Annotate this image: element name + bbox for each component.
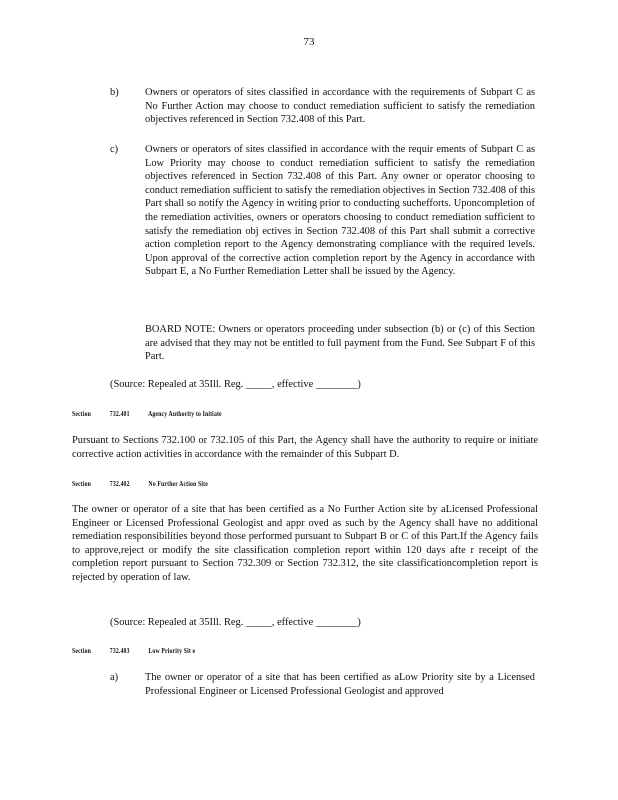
list-item-a <box>110 671 535 698</box>
section-title: Low Priority Sit e <box>148 646 196 655</box>
item-marker-c: c) <box>110 144 119 155</box>
item-text-b: Owners or operators of sites classified in accordance with the requirements of Subpart C as No Further Action may choose to conduct remediation sufficient to satisfy the remediation objectives referenced in Section 732.408 of this Part. <box>145 87 535 126</box>
item-text-a: The owner or operator of a site that has been certified as aLow Priority site by a Licensed Professional Engineer or Licensed Professional Geologist and approved <box>145 672 535 697</box>
list-item-c <box>110 143 535 279</box>
section-text-402: The owner or operator of a site that has been certified as a No Further Action site by aLicensed Professional Engineer or Licensed Professional Geologist and appr oved as such by the Agency shall have no additional remediation responsibilities beyond those performed pursuant to Subpart B or C of this Part.If the Agency fails to approve,reject or modify the site classification completion report within 120 days afte r receipt of the completion report pursuant to Section 732.309 or Section 732.312, the site classificationcompletion report is rejected by operation of law. <box>72 504 538 583</box>
source-note-2: (Source: Repealed at 35Ill. Reg. _____, effective ________) <box>110 617 361 628</box>
section-heading-402 <box>72 479 225 488</box>
section-number: 732.402 <box>109 479 130 488</box>
section-heading-403 <box>72 646 212 655</box>
section-heading-401 <box>72 409 239 418</box>
section-number: 732.403 <box>109 646 130 655</box>
section-word: Section <box>72 479 92 488</box>
section-number: 732.401 <box>109 409 130 418</box>
section-text-401: Pursuant to Sections 732.100 or 732.105 of this Part, the Agency shall have the authority to require or initiate corrective action activities in accordance with the remainder of this Subpart D. <box>72 435 538 460</box>
item-marker-b: b) <box>110 87 119 98</box>
section-word: Section <box>72 409 92 418</box>
page-number: 73 <box>303 36 315 48</box>
section-title: No Further Action Site <box>148 479 208 488</box>
list-item-b <box>110 86 535 127</box>
item-marker-a: a) <box>110 672 119 683</box>
section-title: Agency Authority to Initiate <box>148 409 222 418</box>
board-note: BOARD NOTE: Owners or operators proceeding under subsection (b) or (c) of this Section are advised that they may not be entitled to full payment from the Fund. See Subpart F of this Part. <box>145 324 535 363</box>
source-note-1: (Source: Repealed at 35Ill. Reg. _____, effective ________) <box>110 379 361 390</box>
item-text-c: Owners or operators of sites classified in accordance with the requir ements of Subpart C as Low Priority may choose to conduct remediation sufficient to satisfy the remediation objectives referenced in Section 732.408 of this Part. Any owner or operator choosing to conduct remediation sufficient to satisfy the remediation objectives in Section 732.408 of this Part shall so notify the Agency in writing prior to conducting suchefforts. Uponcompletion of the remediation activities, owners or operators choosing to conduct remediation sufficient to satisfy the remediation obj ectives in Section 732.408 of this Part shall submit a corrective action completion report to the Agency demonstrating compliance with the required levels. Upon approval of the corrective action completion report by the Agency in accordance with Subpart E, a No Further Remediation Letter shall be issued by the Agency. <box>145 144 535 278</box>
section-word: Section <box>72 646 92 655</box>
